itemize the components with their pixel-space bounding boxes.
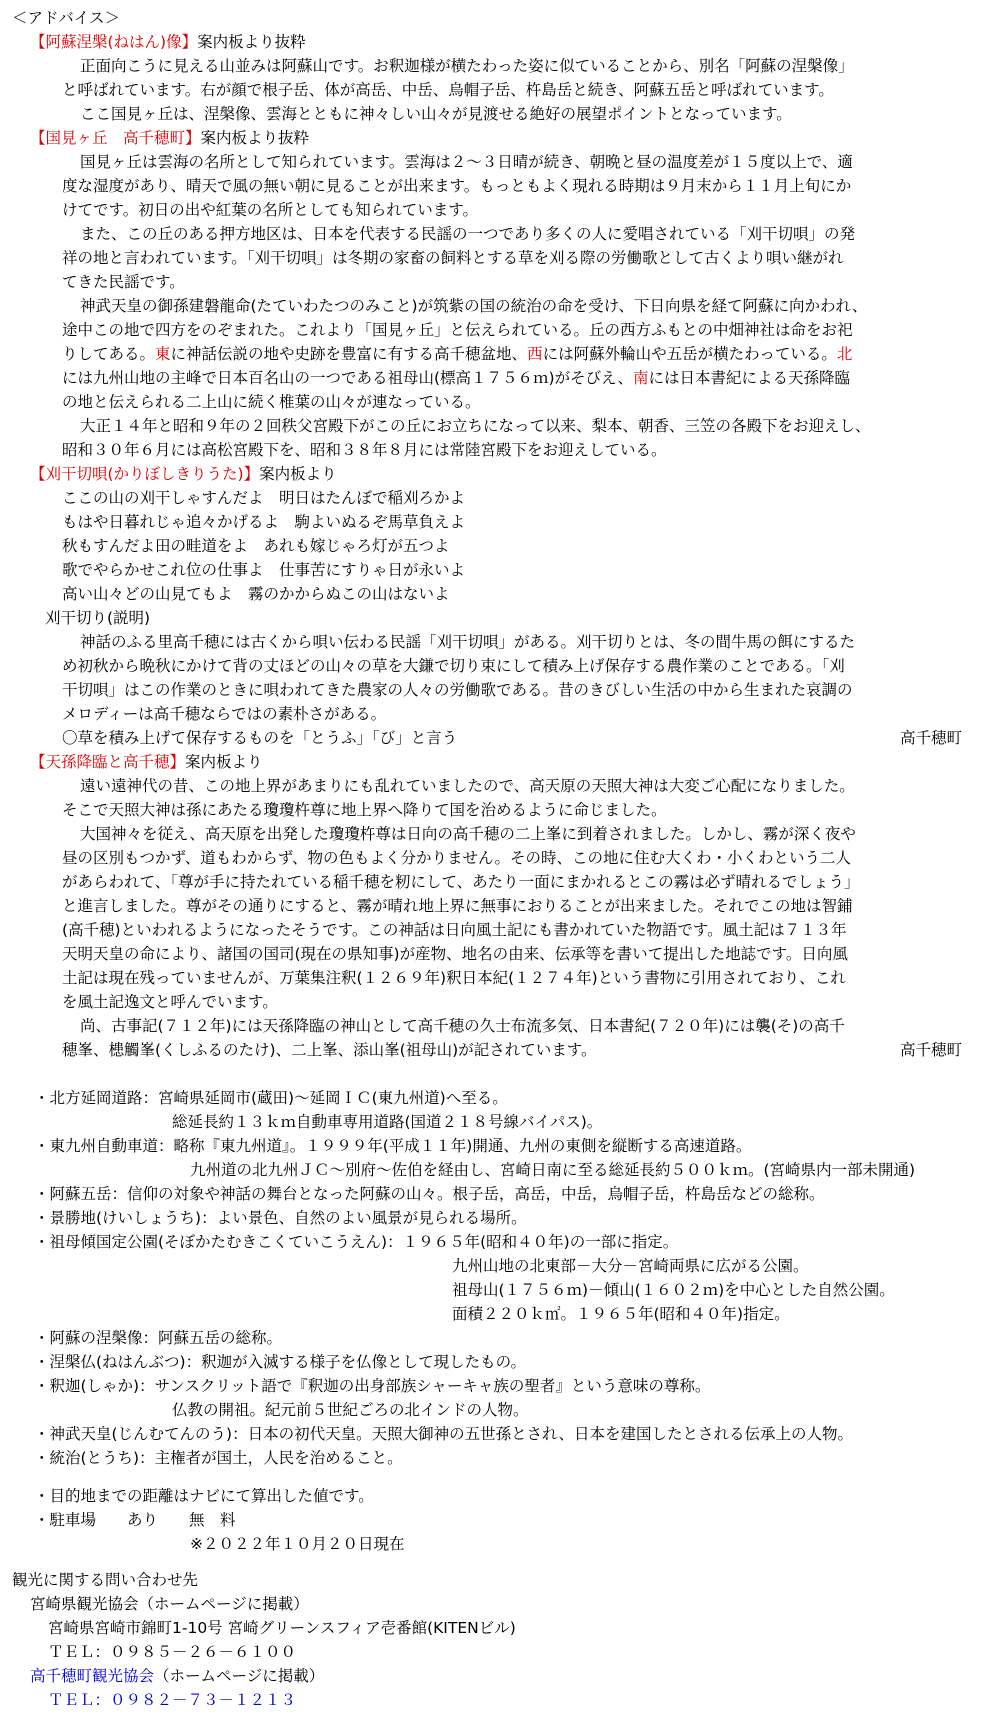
miyazaki-association-tel: ＴＥＬ：０９８５－２６－６１００ <box>48 1643 297 1661</box>
text-span: には阿蘇外輪山や五岳が横たわっている。 <box>542 345 837 363</box>
text-span: りしてある。 <box>62 345 156 363</box>
glossary-item-cont: 総延長約１３ｋｍ自動車専用道路(国道２１８号線バイパス)。 <box>172 1113 603 1131</box>
paragraph-line: 度な湿度があり、晴天で風の無い朝に見ることが出来ます。もっともよく現れる時期は９月末から１１月上旬にか <box>62 177 852 195</box>
glossary-item: ・北方延岡道路：宮崎県延岡市(蔵田)～延岡ＩＣ(東九州道)へ至る。 <box>34 1089 508 1107</box>
paragraph-line: の地と伝えられる二上山に続く椎葉の山々が連なっている。 <box>62 393 481 411</box>
glossary-item: ・統治(とうち)：主権者が国土，人民を治めること。 <box>34 1449 403 1467</box>
direction-east: 東 <box>155 345 171 363</box>
note-parking: ・駐車場 あり 無 料 <box>34 1511 236 1529</box>
direction-south: 南 <box>633 369 649 387</box>
glossary-item: ・祖母傾国定公園(そぼかたむきこくていこうえん)：１９６５年(昭和４０年)の一部に指定。 <box>34 1233 679 1251</box>
paragraph-line: があらわれて、「尊が手に持たれている稲千穂を籾にして、あたり一面にまかれるとこの霧は必ず晴れるでしょう」 <box>62 873 860 891</box>
paragraph-line: メロディーは高千穂ならではの素朴さがある。 <box>62 705 387 723</box>
paragraph-line: を風土記逸文と呼んでいます。 <box>62 993 278 1011</box>
takachiho-association-suffix: （ホームページに掲載） <box>154 1667 325 1685</box>
contact-title: 観光に関する問い合わせ先 <box>12 1571 199 1589</box>
glossary-item: ・東九州自動車道：略称『東九州道』。１９９９年(平成１１年)開通、九州の東側を縦断する高速道路。 <box>34 1137 752 1155</box>
glossary-item-cont: 九州道の北九州ＪＣ～別府～佐伯を経由し、宮崎日南に至る総延長約５００ｋｍ。(宮崎県内一部未開通) <box>190 1161 916 1179</box>
miyazaki-association-address: 宮崎県宮崎市錦町1-10号 宮崎グリーンスフィア壱番館(KITENビル) <box>48 1619 516 1637</box>
paragraph-line: 土記は現在残っていませんが、万葉集注釈(１２６９年)釈日本紀(１２７４年)という書物に引用されており、これ <box>62 969 846 987</box>
glossary-item: ・阿蘇の涅槃像：阿蘇五岳の総称。 <box>34 1329 283 1347</box>
song-verse: 歌でやらかせこれ位の仕事よ 仕事苦にすりゃ日が永いよ <box>62 561 466 579</box>
glossary-item: ・涅槃仏(ねはんぶつ)：釈迦が入滅する様子を仏像として現したもの。 <box>34 1353 526 1371</box>
song-verse: もはや日暮れじゃ追々かげるよ 駒よいぬるぞ馬草負えよ <box>62 513 466 531</box>
paragraph-line: 祥の地と言われています。「刈干切唄」は冬期の家畜の飼料とする草を刈る際の労働歌として古くより唄い継がれ <box>62 249 844 267</box>
text-span: には日本書紀による天孫降臨 <box>648 369 851 387</box>
text-span: には九州山地の主峰で日本百名山の一つである祖母山(標高１７５６ｍ)がそびえ、 <box>62 369 634 387</box>
song-verse: ここの山の刈干しゃすんだよ 明日はたんぼで稲刈ろかよ <box>62 489 466 507</box>
glossary-item-cont: 面積２２０ｋ㎡。１９６５年(昭和４０年)指定。 <box>452 1305 790 1323</box>
tenson-credit: 高千穂町 <box>900 1041 963 1059</box>
paragraph-line: (高千穂)といわれるようになったそうです。この神話は日向風土記にも書かれていた物語です。風土記は７１３年 <box>62 921 847 939</box>
aso-section-heading <box>30 30 306 54</box>
paragraph-line: ここ国見ヶ丘は、涅槃像、雲海とともに神々しい山々が見渡せる絶好の展望ポイントとなっています。 <box>80 105 792 123</box>
paragraph-line: 大正１４年と昭和９年の２回秩父宮殿下がこの丘にお立ちになって以来、梨本、朝香、三笠の各殿下をお迎えし、 <box>80 417 871 435</box>
note-distance: ・目的地までの距離はナビにて算出した値です。 <box>34 1487 374 1505</box>
paragraph-line: 神武天皇の御孫建磐龍命(たていわたつのみこと)が筑紫の国の統治の命を受け、下日向県を経て阿蘇に向かわれ、 <box>80 297 868 315</box>
karihoshi-explain-title: 刈干切り(説明) <box>45 609 151 627</box>
paragraph-line: 天明天皇の命により、諸国の国司(現在の県知事)が産物、地名の由来、伝承等を書いて提出した地誌です。日向風 <box>62 945 848 963</box>
paragraph-line: けてです。初日の出や紅葉の名所としても知られています。 <box>62 201 479 219</box>
glossary-item-cont: 仏教の開祖。紀元前５世紀ごろの北インドの人物。 <box>172 1401 529 1419</box>
aso-source: 案内板より抜粋 <box>197 33 306 51</box>
song-verse: 高い山々どの山見てもよ 霧のかからぬこの山はないよ <box>62 585 450 603</box>
paragraph-line: 昼の区別もつかず、道もわからず、物の色もよく分かりません。その時、この地に住む大くわ・小くわという二人 <box>62 849 851 867</box>
glossary-item: ・神武天皇(じんむてんのう)：日本の初代天皇。天照大御神の五世孫とされ、日本を建国したとされる伝承上の人物。 <box>34 1425 854 1443</box>
takachiho-association-tel: ＴＥＬ：０９８２－７３－１２１３ <box>48 1691 297 1709</box>
song-verse: 秋もすんだよ田の畦道をよ あれも嫁じゃろ灯が五つよ <box>62 537 450 555</box>
karihoshi-heading: 【刈干切唄(かりぼしきりうた)】 <box>30 465 260 483</box>
direction-west: 西 <box>527 345 543 363</box>
glossary-item-cont: 九州山地の北東部－大分－宮崎両県に広がる公園。 <box>452 1257 809 1275</box>
kunimi-heading: 【国見ヶ丘 高千穂町】 <box>30 129 201 147</box>
kunimi-source: 案内板より抜粋 <box>200 129 310 147</box>
paragraph-line: め初秋から晩秋にかけて背の丈ほどの山々の草を大鎌で切り束にして積み上げ保存する農作業のことである。「刈 <box>62 657 845 675</box>
note-date: ※２０２２年１０月２０日現在 <box>190 1535 405 1553</box>
kunimi-section-heading <box>30 126 309 150</box>
karihoshi-note: 〇草を積み上げて保存するものを「とうふ」「び」と言う <box>62 729 458 747</box>
paragraph-line: と呼ばれています。右が顔で根子岳、体が高岳、中岳、烏帽子岳、杵島岳と続き、阿蘇五岳と呼ばれています。 <box>62 81 834 99</box>
paragraph-line: 大国神々を従え、高天原を出発した瓊瓊杵尊は日向の高千穂の二上峯に到着されました。しかし、霧が深く夜や <box>80 825 856 843</box>
karihoshi-source: 案内板より <box>259 465 337 483</box>
tenson-section-heading <box>30 750 263 774</box>
text-span: に神話伝説の地や史跡を豊富に有する高千穂盆地、 <box>170 345 528 363</box>
paragraph-line <box>62 342 852 366</box>
paragraph-line: 途中この地で四方をのぞまれた。これより「国見ヶ丘」と伝えられている。丘の西方ふもとの中畑神社は命をお祀 <box>62 321 853 339</box>
paragraph-line: 昭和３０年６月には高松宮殿下を、昭和３８年８月には常陸宮殿下をお迎えしている。 <box>62 441 667 459</box>
glossary-item: ・釈迦(しゃか)：サンスクリット語で『釈迦の出身部族シャーキャ族の聖者』という意味の尊称。 <box>34 1377 711 1395</box>
karihoshi-credit: 高千穂町 <box>900 729 963 747</box>
direction-north: 北 <box>836 345 853 363</box>
paragraph-line: 神話のふる里高千穂には古くから唄い伝わる民謡「刈干切唄」がある。刈干切りとは、冬の間牛馬の餌にするた <box>80 633 856 651</box>
paragraph-line: 尚、古事記(７１２年)には天孫降臨の神山として高千穂の久士布流多気、日本書紀(７２０年)には襲(そ)の高千 <box>80 1017 845 1035</box>
glossary-item: ・阿蘇五岳：信仰の対象や神話の舞台となった阿蘇の山々。根子岳，高岳，中岳，烏帽子岳，杵島岳などの総称。 <box>34 1185 825 1203</box>
paragraph-line: 正面向こうに見える山並みは阿蘇山です。お釈迦様が横たわった姿に似ていることから、別名「阿蘇の涅槃像」 <box>80 57 854 75</box>
paragraph-line: てきた民謡です。 <box>62 273 185 291</box>
karihoshi-section-heading <box>30 462 337 486</box>
paragraph-line: 遠い遠神代の昔、この地上界があまりにも乱れていましたので、高天原の天照大神は大変ご心配になりました。 <box>80 777 855 795</box>
advice-title: ＜アドバイス＞ <box>12 9 121 27</box>
takachiho-association-name: 高千穂町観光協会 <box>30 1667 155 1685</box>
glossary-item-cont: 祖母山(１７５６ｍ)－傾山(１６０２ｍ)を中心とした自然公園。 <box>452 1281 895 1299</box>
glossary-item: ・景勝地(けいしょうち)：よい景色、自然のよい風景が見られる場所。 <box>34 1209 527 1227</box>
aso-heading: 【阿蘇涅槃(ねはん)像】 <box>30 33 198 51</box>
takachiho-association <box>30 1664 324 1688</box>
tenson-heading: 【天孫降臨と高千穂】 <box>30 753 186 771</box>
paragraph-line: と進言しました。尊がその通りにすると、霧が晴れ地上界に無事におりることが出来ました。それでこの地は智鋪 <box>62 897 853 915</box>
miyazaki-association-name: 宮崎県観光協会（ホームページに掲載） <box>30 1595 309 1613</box>
paragraph-line <box>62 366 850 390</box>
paragraph-line: 国見ヶ丘は雲海の名所として知られています。雲海は２～３日晴が続き、朝晩と昼の温度差が１５度以上で、適 <box>80 153 853 171</box>
paragraph-line: また、この丘のある押方地区は、日本を代表する民謡の一つであり多くの人に愛唱されている「刈干切唄」の発 <box>80 225 856 243</box>
paragraph-line: 干切唄」はこの作業のときに唄われてきた農家の人々の労働歌である。昔のきびしい生活の中から生まれた哀調の <box>62 681 853 699</box>
tenson-source: 案内板より <box>185 753 263 771</box>
paragraph-line: そこで天照大神は孫にあたる瓊瓊杵尊に地上界へ降りて国を治めるように命じました。 <box>62 801 667 819</box>
paragraph-line: 穂峯、槵觸峯(くしふるのたけ)、二上峯、添山峯(祖母山)が記されています。 <box>62 1041 597 1059</box>
